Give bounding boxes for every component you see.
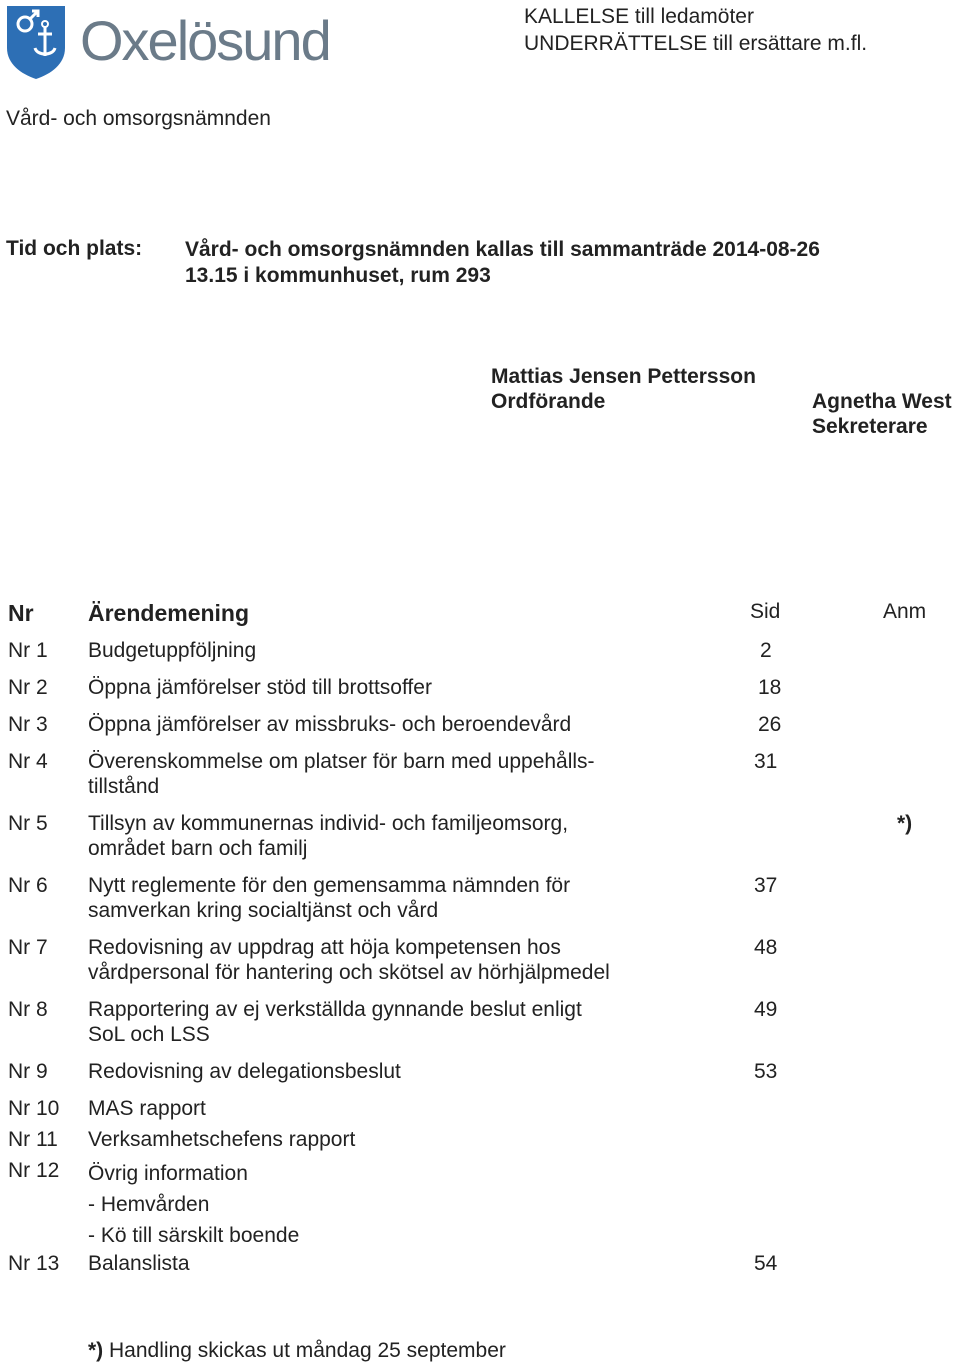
municipality-shield-icon: [5, 4, 67, 80]
agenda-item-title: [88, 1059, 648, 1084]
agenda-item-nr: Nr 12: [8, 1159, 60, 1182]
agenda-item-line: Öppna jämförelser stöd till brottsoffer: [88, 676, 432, 699]
agenda-item-title: [88, 712, 648, 737]
agenda-item-line: Övrig information: [88, 1162, 248, 1185]
agenda-item-nr: Nr 7: [8, 936, 48, 959]
footnote: [88, 1339, 506, 1363]
agenda-item-page: 49: [754, 998, 778, 1021]
column-header-note: Anm: [883, 600, 927, 623]
chair-signature: [491, 364, 756, 414]
agenda-item-line: Rapportering av ej verkställda gynnande beslut enligt: [88, 998, 582, 1021]
agenda-item-line: Balanslista: [88, 1252, 190, 1275]
footnote-text: Handling skickas ut måndag 25 september: [103, 1339, 506, 1362]
organization-name: Vård- och omsorgsnämnden: [6, 107, 271, 130]
agenda-item-page: 48: [754, 936, 778, 959]
meeting-line-1: Vård- och omsorgsnämnden kallas till sammanträde 2014-08-26: [185, 238, 820, 261]
agenda-item-nr: Nr 1: [8, 639, 48, 662]
agenda-item-title: [88, 873, 648, 923]
meeting-details: [185, 237, 905, 289]
agenda-item-title: [88, 1251, 648, 1276]
agenda-item-nr: Nr 9: [8, 1060, 48, 1083]
agenda-item-line: tillstånd: [88, 775, 160, 798]
agenda-item-note: *): [897, 812, 913, 835]
agenda-item-line: Redovisning av delegationsbeslut: [88, 1060, 401, 1083]
agenda-item-title: [88, 1127, 648, 1152]
column-header-nr: Nr: [8, 600, 34, 626]
agenda-item-line: Tillsyn av kommunernas individ- och familjeomsorg,: [88, 812, 569, 835]
agenda-item-line: Öppna jämförelser av missbruks- och beroendevård: [88, 713, 572, 736]
column-header-page: Sid: [750, 600, 781, 623]
agenda-item-line: - Hemvården: [88, 1193, 210, 1216]
agenda-item-line: samverkan kring socialtjänst och vård: [88, 899, 439, 922]
notice-block: [524, 3, 867, 57]
agenda-item-nr: Nr 11: [8, 1128, 58, 1151]
logo-wordmark: Oxelösund: [80, 9, 330, 72]
chair-title: Ordförande: [491, 390, 606, 413]
agenda-item-page: 26: [758, 713, 782, 736]
agenda-item-page: 2: [760, 639, 772, 662]
meeting-label: Tid och plats:: [6, 237, 143, 260]
agenda-item-nr: Nr 4: [8, 750, 48, 773]
agenda-item-page: 54: [754, 1252, 778, 1275]
secretary-title: Sekreterare: [812, 415, 928, 438]
agenda-item-title: [88, 638, 648, 663]
agenda-item-page: 31: [754, 750, 778, 773]
agenda-item-line: Överenskommelse om platser för barn med uppehålls-: [88, 750, 595, 773]
agenda-item-line: Verksamhetschefens rapport: [88, 1128, 356, 1151]
agenda-item-line: Budgetuppföljning: [88, 639, 257, 662]
agenda-item-title: [88, 1096, 648, 1121]
agenda-item-nr: Nr 13: [8, 1252, 60, 1275]
agenda-item-title: [88, 935, 648, 985]
agenda-item-title: [88, 997, 648, 1047]
agenda-item-title: [88, 811, 648, 861]
agenda-item-line: SoL och LSS: [88, 1023, 210, 1046]
agenda-item-page: 37: [754, 874, 778, 897]
agenda-item-line: vårdpersonal för hantering och skötsel av hörhjälpmedel: [88, 961, 610, 984]
agenda-item-page: 18: [758, 676, 782, 699]
agenda-item-line: - Kö till särskilt boende: [88, 1224, 300, 1247]
agenda-item-line: Nytt reglemente för den gemensamma nämnden för: [88, 874, 571, 897]
agenda-item-title: [88, 749, 648, 799]
agenda-item-line: MAS rapport: [88, 1097, 206, 1120]
agenda-item-nr: Nr 2: [8, 676, 48, 699]
agenda-item-nr: Nr 6: [8, 874, 48, 897]
agenda-item-nr: Nr 5: [8, 812, 48, 835]
agenda-item-nr: Nr 8: [8, 998, 48, 1021]
notice-line-2: UNDERRÄTTELSE till ersättare m.fl.: [524, 32, 868, 55]
agenda-item-line: området barn och familj: [88, 837, 308, 860]
agenda-item-nr: Nr 3: [8, 713, 48, 736]
footnote-marker: *): [88, 1339, 104, 1362]
column-header-title: Ärendemening: [88, 600, 250, 626]
secretary-signature: [812, 389, 952, 439]
agenda-item-line: Redovisning av uppdrag att höja kompetensen hos: [88, 936, 561, 959]
meeting-line-2: 13.15 i kommunhuset, rum 293: [185, 264, 491, 287]
agenda-item-page: 53: [754, 1060, 778, 1083]
agenda-item-title: [88, 675, 648, 700]
chair-name: Mattias Jensen Pettersson: [491, 365, 756, 388]
agenda-item-nr: Nr 10: [8, 1097, 60, 1120]
secretary-name: Agnetha West: [812, 390, 952, 413]
agenda-item-title: [88, 1158, 648, 1251]
notice-line-1: KALLELSE till ledamöter: [524, 5, 754, 28]
